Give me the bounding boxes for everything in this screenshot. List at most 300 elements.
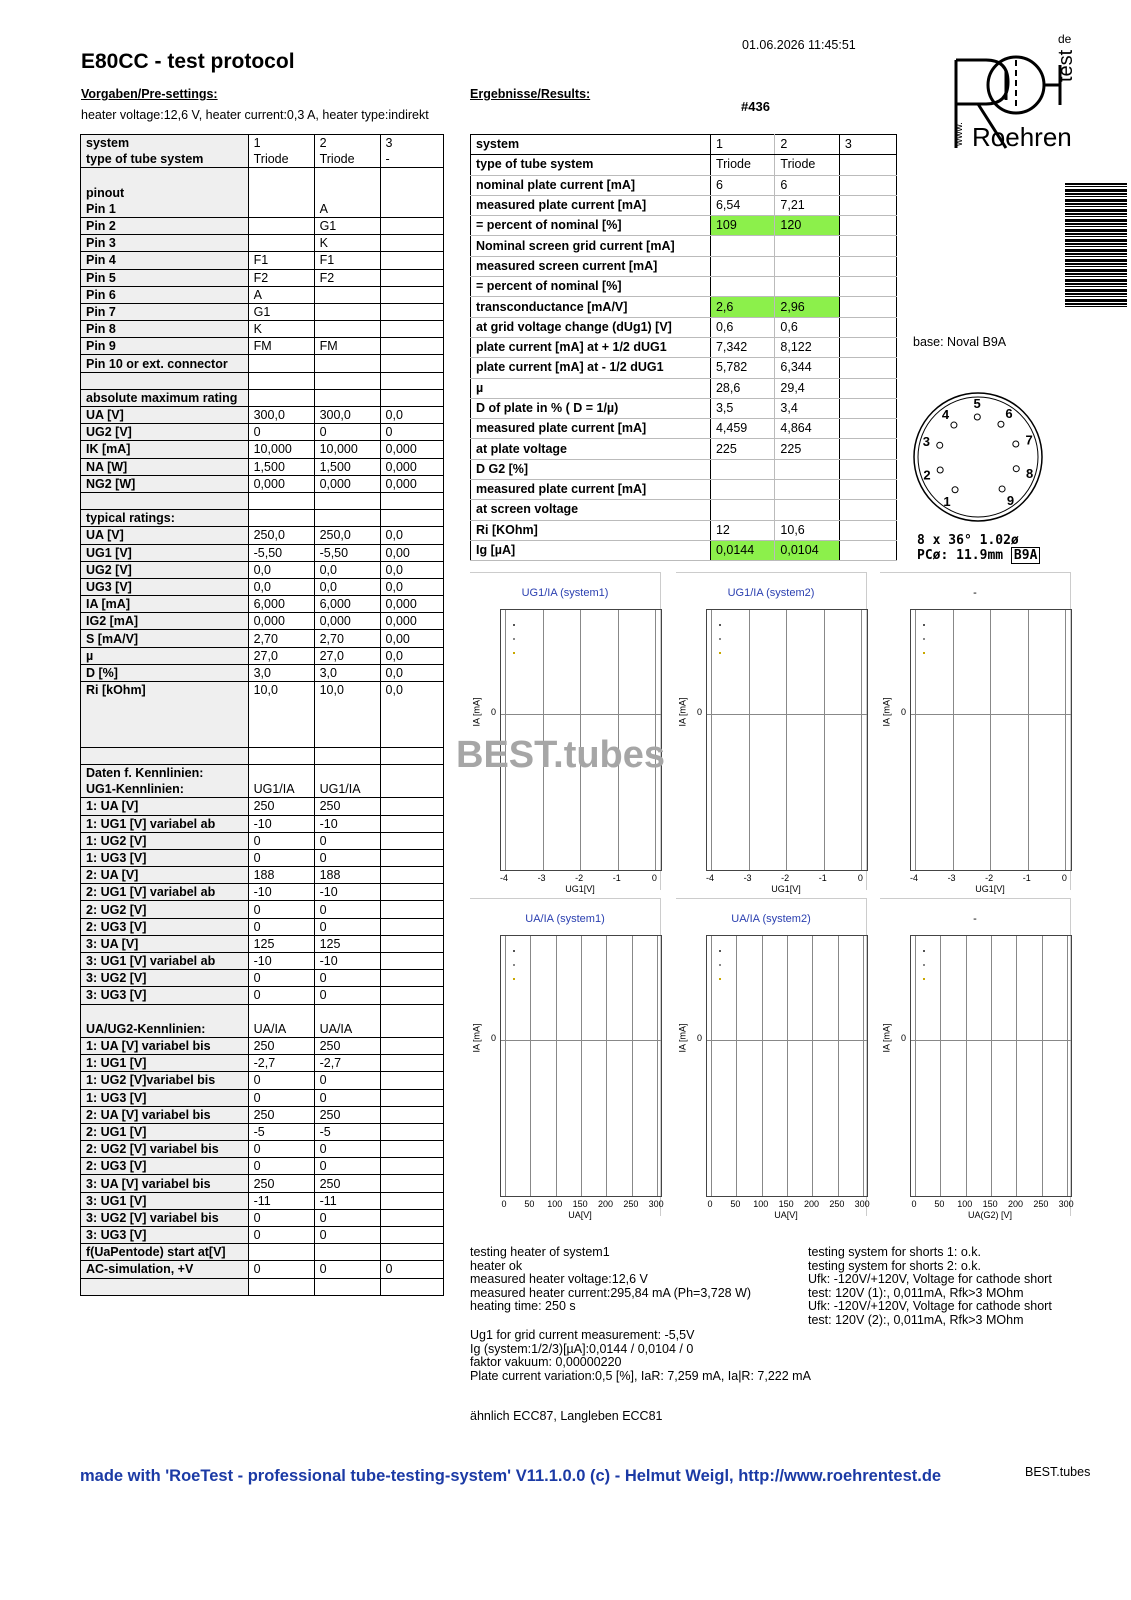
row-label: 2: UA [V]	[81, 867, 249, 884]
characteristic-plot	[676, 898, 870, 1220]
x-tick-label: -3	[743, 873, 752, 883]
cell: G1	[248, 303, 314, 320]
x-tick-label: 300	[1058, 1199, 1074, 1209]
legend-marker	[923, 978, 925, 980]
cell: 6,000	[314, 596, 380, 613]
cell	[314, 714, 380, 730]
zero-line	[707, 714, 867, 715]
cell	[248, 372, 314, 389]
plot-area	[706, 609, 868, 871]
x-tick-label: -1	[818, 873, 827, 883]
plot-title: UG1/IA (system2)	[727, 587, 815, 599]
cell	[314, 389, 380, 406]
legend-marker	[923, 638, 925, 640]
x-tick-label: -4	[909, 873, 918, 883]
y-axis-label: IA [mA]	[881, 1023, 892, 1053]
cell: FM	[314, 338, 380, 355]
cell: 0,000	[380, 613, 443, 630]
cell: 0	[248, 1209, 314, 1226]
legend-marker	[513, 964, 515, 966]
cell	[380, 884, 443, 901]
row-label: 3: UG1 [V]	[81, 1192, 249, 1209]
cell	[380, 747, 443, 764]
cell: 0	[248, 987, 314, 1004]
table-row	[81, 407, 444, 424]
zero-line	[501, 714, 661, 715]
y-tick-label: 0	[697, 1033, 703, 1043]
row-label: UA/UG2-Kennlinien:	[81, 1021, 249, 1038]
noval-socket-diagram	[912, 390, 1047, 535]
cell	[839, 297, 896, 317]
row-label	[81, 492, 249, 509]
x-tick-label: -2	[781, 873, 790, 883]
gridline	[1065, 610, 1066, 870]
x-tick-label: 150	[778, 1199, 794, 1209]
cell: 188	[314, 867, 380, 884]
cell	[380, 849, 443, 866]
x-tick-label: 0	[501, 1199, 507, 1209]
cell: 125	[248, 935, 314, 952]
gridline	[953, 610, 954, 870]
row-label	[81, 1278, 249, 1295]
cell: 3	[385, 136, 393, 151]
presettings-table	[80, 134, 444, 1296]
cell	[380, 217, 443, 234]
cell	[248, 389, 314, 406]
socket-pin-label: 6	[1005, 405, 1013, 421]
cell: -5	[314, 1123, 380, 1140]
table-row	[471, 297, 897, 317]
cell: 225	[710, 439, 774, 459]
socket-pin-label: 8	[1026, 465, 1034, 481]
cell: 0	[314, 1072, 380, 1089]
cell: 0,0	[380, 647, 443, 664]
cell	[314, 303, 380, 320]
cell: A	[248, 286, 314, 303]
cell	[775, 500, 839, 520]
table-row	[81, 884, 444, 901]
cell: 0	[248, 918, 314, 935]
socket-pin	[1013, 466, 1019, 472]
results-heading: Ergebnisse/Results:	[470, 87, 591, 101]
zero-line	[911, 714, 1071, 715]
cell: 4,459	[710, 419, 774, 439]
cell: 0	[248, 1227, 314, 1244]
socket-pin-label: 5	[973, 396, 981, 412]
legend-marker	[513, 652, 515, 654]
table-row	[81, 832, 444, 849]
cell: -10	[248, 815, 314, 832]
cell: 6,000	[248, 596, 314, 613]
cell: 5,782	[710, 358, 774, 378]
x-tick-label: 100	[753, 1199, 769, 1209]
table-row	[471, 155, 897, 175]
y-axis-label: IA [mA]	[471, 697, 482, 727]
cell	[775, 459, 839, 479]
table-row	[81, 151, 444, 168]
cell	[380, 953, 443, 970]
cell	[839, 155, 896, 175]
row-label: 3: UG3 [V]	[81, 987, 249, 1004]
table-row	[471, 216, 897, 236]
row-label: 1: UG1 [V]	[81, 1055, 249, 1072]
cell	[380, 1192, 443, 1209]
row-label: UG3 [V]	[81, 578, 249, 595]
y-tick-label: 0	[491, 1033, 497, 1043]
row-label: AC-simulation, +V	[81, 1261, 249, 1278]
cell	[248, 764, 314, 781]
cell	[380, 764, 443, 781]
table-row	[81, 781, 444, 798]
cell: -10	[314, 884, 380, 901]
socket-pin-label: 9	[1006, 493, 1015, 509]
socket-caption-box: B9A	[1011, 547, 1040, 564]
socket-caption-line2: PCø: 11.9mm	[917, 548, 1004, 563]
socket-pin-label: 4	[941, 406, 950, 422]
cell	[380, 355, 443, 372]
cell	[248, 1244, 314, 1261]
cell: 250	[248, 798, 314, 815]
table-row	[81, 1021, 444, 1038]
row-label: 1: UA [V] variabel bis	[81, 1037, 249, 1054]
table-row	[81, 935, 444, 952]
socket-caption	[917, 533, 1040, 563]
cell	[839, 439, 896, 459]
info-line: Ufk: -120V/+120V, Voltage for cathode short	[808, 1272, 1052, 1287]
cell	[775, 256, 839, 276]
plot-area	[706, 935, 868, 1197]
gridline	[632, 936, 633, 1196]
presettings-text: heater voltage:12,6 V, heater current:0,3 A, heater type:indirekt	[81, 108, 429, 122]
cell	[314, 168, 380, 185]
cell	[380, 970, 443, 987]
cell	[314, 510, 380, 527]
socket-pin	[1013, 441, 1019, 447]
cell	[775, 480, 839, 500]
table-row	[81, 1209, 444, 1226]
gridline	[711, 610, 712, 870]
row-label: 2: UG2 [V]	[81, 901, 249, 918]
x-tick-label: -3	[537, 873, 546, 883]
cell: 10,000	[314, 441, 380, 458]
row-label: 1: UG2 [V]	[81, 832, 249, 849]
results-table	[470, 134, 897, 561]
cell	[314, 286, 380, 303]
cell	[839, 378, 896, 398]
cell: -	[380, 151, 443, 168]
table-row	[81, 1004, 444, 1021]
table-row	[471, 439, 897, 459]
row-label: Pin 7	[81, 303, 249, 320]
row-label: 2: UG3 [V]	[81, 918, 249, 935]
row-label: UG1-Kennlinien:	[81, 781, 249, 798]
table-row	[81, 815, 444, 832]
row-label	[81, 168, 249, 185]
table-row	[81, 849, 444, 866]
cell	[380, 867, 443, 884]
cell: 1	[248, 135, 314, 152]
gridline	[990, 610, 991, 870]
row-label: at grid voltage change (dUg1) [V]	[471, 317, 711, 337]
cell: 3	[839, 135, 896, 155]
cell: 125	[314, 935, 380, 952]
cell: 0,0144	[710, 540, 774, 560]
cell: 0,0	[380, 664, 443, 681]
gridline	[762, 936, 763, 1196]
cell	[380, 185, 443, 201]
page-title: E80CC - test protocol	[81, 50, 295, 73]
cell: UA/IA	[248, 1021, 314, 1038]
x-tick-label: -2	[575, 873, 584, 883]
cell: 6,344	[775, 358, 839, 378]
table-row	[81, 1123, 444, 1140]
x-axis-label: UG1[V]	[975, 884, 1005, 894]
x-tick-label: 50	[934, 1199, 945, 1209]
cell: 12	[710, 520, 774, 540]
gridline	[657, 936, 658, 1196]
row-label	[81, 372, 249, 389]
gridline	[812, 936, 813, 1196]
row-label: 3: UG1 [V] variabel ab	[81, 953, 249, 970]
cell	[248, 201, 314, 218]
table-row	[81, 1072, 444, 1089]
row-label: 3: UG3 [V]	[81, 1227, 249, 1244]
cell: 0,0	[380, 578, 443, 595]
y-axis-label: IA [mA]	[677, 1023, 688, 1053]
footer-tag: BEST.tubes	[1025, 1465, 1091, 1479]
info-line: testing system for shorts 2: o.k.	[808, 1258, 981, 1273]
row-label	[81, 747, 249, 764]
table-row	[81, 269, 444, 286]
cell: 250	[314, 798, 380, 815]
table-row	[81, 135, 444, 152]
table-row	[471, 256, 897, 276]
legend-marker	[513, 638, 515, 640]
cell: 0	[380, 424, 443, 441]
cell: 27,0	[314, 647, 380, 664]
cell: 0,000	[380, 596, 443, 613]
barcode	[1065, 183, 1127, 309]
table-row	[81, 630, 444, 647]
info-line: Ufk: -120V/+120V, Voltage for cathode short	[808, 1299, 1052, 1314]
table-row	[81, 303, 444, 320]
table-row	[81, 1227, 444, 1244]
cell	[839, 459, 896, 479]
base-label: base: Noval B9A	[913, 335, 1007, 349]
table-row	[81, 664, 444, 681]
cell: 250	[314, 1175, 380, 1192]
cell	[380, 1037, 443, 1054]
cell: 0	[314, 1158, 380, 1175]
cell: 1,500	[248, 458, 314, 475]
x-tick-label: 50	[524, 1199, 535, 1209]
gridline	[749, 610, 750, 870]
x-tick-label: 150	[982, 1199, 998, 1209]
row-label: Ig [µA]	[471, 540, 711, 560]
cell: -11	[248, 1192, 314, 1209]
row-label: UG2 [V]	[81, 561, 249, 578]
cell: 0	[248, 1089, 314, 1106]
cell	[710, 277, 774, 297]
info-line: Ug1 for grid current measurement: -5,5V	[470, 1328, 695, 1342]
cell: 3,5	[710, 398, 774, 418]
cell	[380, 1158, 443, 1175]
cell: 28,6	[710, 378, 774, 398]
gridline	[530, 936, 531, 1196]
row-label: D [%]	[81, 664, 249, 681]
x-tick-label: 250	[1033, 1199, 1049, 1209]
cell	[380, 987, 443, 1004]
cell	[775, 277, 839, 297]
row-label: IG2 [mA]	[81, 613, 249, 630]
cell: 6,54	[710, 195, 774, 215]
cell	[839, 277, 896, 297]
cell: 0,0104	[775, 540, 839, 560]
cell: 4,864	[775, 419, 839, 439]
gridline	[915, 610, 916, 870]
cell	[380, 1021, 443, 1038]
cell	[248, 747, 314, 764]
cell: 3,0	[248, 664, 314, 681]
row-label: nominal plate current [mA]	[471, 175, 711, 195]
table-row	[81, 321, 444, 338]
cell: F1	[314, 252, 380, 269]
gridline	[1067, 936, 1068, 1196]
table-row	[471, 175, 897, 195]
cell	[839, 216, 896, 236]
cell: 3,4	[775, 398, 839, 418]
cell: 0	[248, 424, 314, 441]
socket-pin	[937, 442, 943, 448]
x-tick-label: 100	[547, 1199, 563, 1209]
cell	[248, 185, 314, 201]
cell: 0	[380, 1261, 443, 1278]
row-label: IK [mA]	[81, 441, 249, 458]
table-row	[81, 1106, 444, 1123]
table-row	[81, 252, 444, 269]
info-line: Ig (system:1/2/3)[µA]:0,0144 / 0,0104 / 0	[470, 1341, 694, 1356]
cell: F2	[248, 269, 314, 286]
similar-tubes: ähnlich ECC87, Langleben ECC81	[470, 1409, 663, 1423]
cell: 0,0	[380, 527, 443, 544]
cell: -10	[314, 953, 380, 970]
cell	[380, 1227, 443, 1244]
cell	[775, 236, 839, 256]
y-axis-label: IA [mA]	[677, 697, 688, 727]
y-tick-label: 0	[901, 707, 907, 717]
socket-pin	[937, 467, 943, 473]
cell	[248, 1004, 314, 1021]
row-label: system	[471, 135, 711, 155]
table-row	[81, 1089, 444, 1106]
cell: 0	[248, 970, 314, 987]
cell: 1,500	[314, 458, 380, 475]
cell	[839, 195, 896, 215]
row-label: Pin 10 or ext. connector	[81, 355, 249, 372]
row-label: system	[81, 135, 249, 152]
cell: 0	[314, 901, 380, 918]
plot-area	[500, 935, 662, 1197]
cell: 0,6	[775, 317, 839, 337]
table-row	[81, 698, 444, 714]
row-label: Pin 2	[81, 217, 249, 234]
table-row	[81, 798, 444, 815]
plot-area	[910, 609, 1072, 871]
table-row	[81, 747, 444, 764]
table-row	[471, 398, 897, 418]
row-label: plate current [mA] at - 1/2 dUG1	[471, 358, 711, 378]
table-row	[81, 714, 444, 730]
gridline	[787, 936, 788, 1196]
cell	[380, 901, 443, 918]
table-row	[81, 458, 444, 475]
row-label: 2: UG1 [V] variabel ab	[81, 884, 249, 901]
x-tick-label: 50	[730, 1199, 741, 1209]
socket-pin-label: 3	[922, 434, 930, 450]
cell: 6	[710, 175, 774, 195]
cell	[380, 338, 443, 355]
cell	[314, 185, 380, 201]
cell: 188	[248, 867, 314, 884]
cell	[380, 1244, 443, 1261]
cell	[380, 389, 443, 406]
legend-marker	[719, 624, 721, 626]
cell	[380, 1278, 443, 1295]
table-row	[81, 953, 444, 970]
row-label: 1: UG1 [V] variabel ab	[81, 815, 249, 832]
cell: 29,4	[775, 378, 839, 398]
row-label: = percent of nominal [%]	[471, 277, 711, 297]
table-row	[81, 389, 444, 406]
cell: 0	[314, 832, 380, 849]
cell: 250	[248, 1037, 314, 1054]
cell: 109	[710, 216, 774, 236]
cell: Triode	[775, 155, 839, 175]
cell	[380, 1209, 443, 1226]
cell	[314, 1004, 380, 1021]
cell	[380, 269, 443, 286]
table-row	[81, 901, 444, 918]
table-row	[81, 217, 444, 234]
cell: 0,0	[314, 561, 380, 578]
row-label: UA [V]	[81, 407, 249, 424]
cell	[380, 798, 443, 815]
gridline	[1042, 936, 1043, 1196]
row-label: at plate voltage	[471, 439, 711, 459]
characteristic-plot	[676, 572, 867, 894]
zero-line	[911, 1040, 1071, 1041]
footer-credit: made with 'RoeTest - professional tube-testing-system' V11.1.0.0 (c) - Helmut Weigl, http://www.roehrentest.de	[80, 1467, 942, 1485]
socket-pin	[952, 487, 958, 493]
table-row	[81, 1158, 444, 1175]
logo-test-text: test	[1055, 49, 1077, 82]
legend-marker	[719, 964, 721, 966]
cell	[248, 235, 314, 252]
cell: 0	[248, 1141, 314, 1158]
cell: Triode	[248, 151, 314, 168]
socket-pin	[999, 486, 1005, 492]
row-label: µ	[471, 378, 711, 398]
row-label: typical ratings:	[81, 510, 249, 527]
cell	[839, 256, 896, 276]
gridline	[711, 936, 712, 1196]
cell: FM	[248, 338, 314, 355]
cell	[380, 832, 443, 849]
table-row	[81, 682, 444, 699]
cell: 2,6	[710, 297, 774, 317]
table-row	[81, 475, 444, 492]
y-axis-label: IA [mA]	[471, 1023, 482, 1053]
